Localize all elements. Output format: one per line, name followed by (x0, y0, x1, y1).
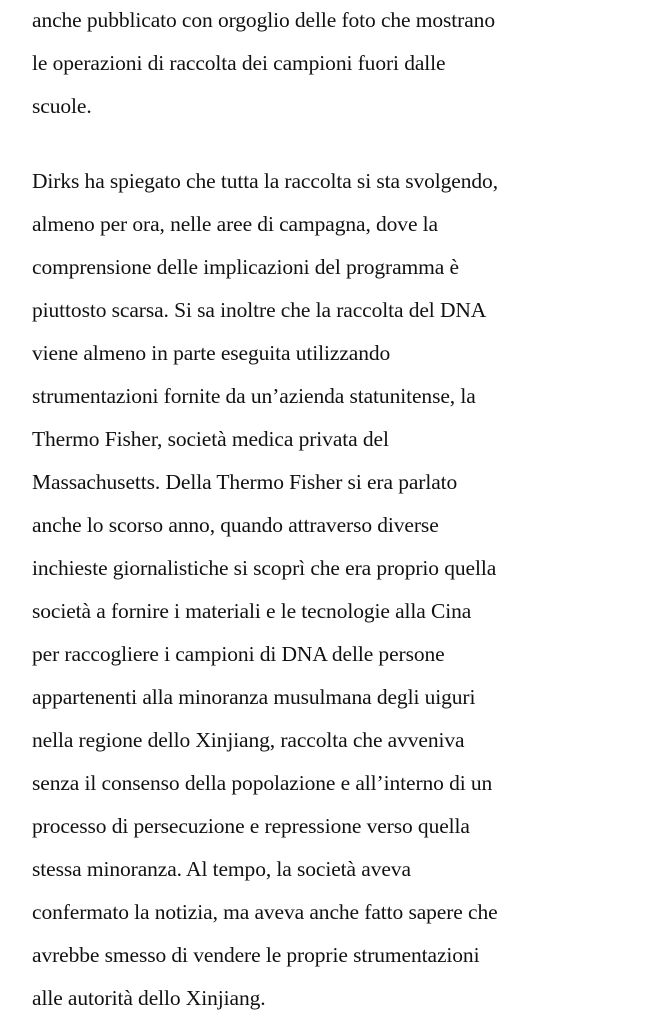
article-body (32, 0, 632, 1020)
text-line: anche lo scorso anno, quando attraverso diverse (32, 513, 439, 537)
text-line: Massachusetts. Della Thermo Fisher si era parlato (32, 470, 458, 494)
text-line: confermato la notizia, ma aveva anche fatto sapere che (32, 900, 498, 924)
text-line: viene almeno in parte eseguita utilizzando (32, 341, 391, 365)
text-line: comprensione delle implicazioni del programma è (32, 255, 459, 279)
text-line: stessa minoranza. Al tempo, la società aveva (32, 857, 411, 881)
text-line: le operazioni di raccolta dei campioni fuori dalle (32, 51, 446, 75)
text-line: anche pubblicato con orgoglio delle foto che mostrano (32, 8, 495, 32)
text-line: alle autorità dello Xinjiang. (32, 986, 266, 1010)
text-line: appartenenti alla minoranza musulmana degli uiguri (32, 685, 476, 709)
text-line: Thermo Fisher, società medica privata del (32, 427, 389, 451)
text-line: senza il consenso della popolazione e all’interno di un (32, 771, 493, 795)
text-line: inchieste giornalistiche si scoprì che era proprio quella (32, 556, 497, 580)
paragraph-spacer (32, 128, 632, 160)
text-line: piuttosto scarsa. Si sa inoltre che la raccolta del DNA (32, 298, 487, 322)
text-line: scuole. (32, 94, 92, 118)
text-line: Dirks ha spiegato che tutta la raccolta si sta svolgendo, (32, 169, 498, 193)
text-line: processo di persecuzione e repressione verso quella (32, 814, 470, 838)
paragraph-1 (32, 0, 632, 128)
text-line: società a fornire i materiali e le tecnologie alla Cina (32, 599, 472, 623)
paragraph-2 (32, 160, 632, 1020)
text-line: nella regione dello Xinjiang, raccolta che avveniva (32, 728, 465, 752)
text-line: avrebbe smesso di vendere le proprie strumentazioni (32, 943, 480, 967)
text-line: almeno per ora, nelle aree di campagna, dove la (32, 212, 438, 236)
text-line: per raccogliere i campioni di DNA delle persone (32, 642, 445, 666)
text-line: strumentazioni fornite da un’azienda statunitense, la (32, 384, 476, 408)
